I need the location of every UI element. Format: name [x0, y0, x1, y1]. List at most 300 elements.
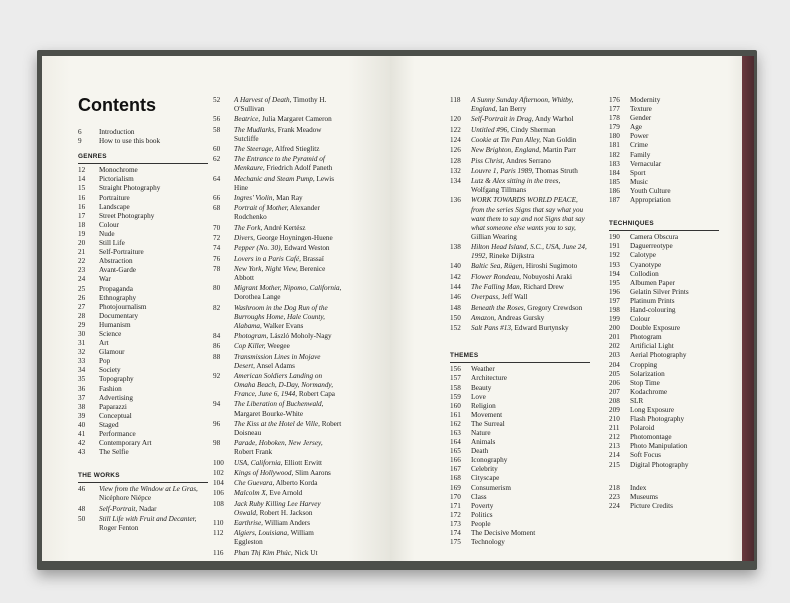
photographer-name: André Kertész: [262, 223, 306, 232]
theme-entry: [450, 511, 590, 520]
page-number: 140: [450, 262, 461, 271]
entry-title: Politics: [471, 510, 493, 519]
page-number: 148: [450, 303, 461, 312]
work-title: Photogram,: [234, 332, 269, 341]
page-number: 167: [450, 465, 461, 474]
photographer-name: Brassaï: [300, 254, 324, 263]
page-number: 214: [609, 451, 620, 460]
work-title: Piss Christ,: [471, 156, 505, 165]
entry-title: Nude: [99, 229, 115, 238]
page-number: 166: [450, 456, 461, 465]
work-entry: [450, 157, 590, 166]
technique-entry: [609, 351, 719, 360]
work-title: New Brighton, England,: [471, 146, 541, 155]
photographer-name: Julia Margaret Cameron: [260, 115, 332, 124]
theme-entry: [609, 160, 719, 169]
genre-entry: [78, 357, 208, 366]
work-entry: [78, 505, 208, 514]
themes-list-continued: [609, 96, 719, 205]
photographer-name: Edward Burtynsky: [512, 324, 569, 333]
page-number: 186: [609, 186, 620, 195]
page-number: 184: [609, 168, 620, 177]
theme-entry: [450, 529, 590, 538]
photographer-name: Andreas Gursky: [495, 313, 545, 322]
entry-title: Humanism: [99, 320, 131, 329]
work-title-and-photographer: [471, 324, 590, 333]
work-title: Self-Portrait in Drag,: [471, 115, 534, 124]
page-number: 26: [78, 293, 86, 302]
page-number: 66: [213, 194, 221, 203]
entry-title: The Surreal: [471, 419, 505, 428]
technique-entry: [609, 388, 719, 397]
page-number: 60: [213, 145, 221, 154]
work-title-and-photographer: [471, 126, 590, 135]
page-number: 170: [450, 492, 461, 501]
technique-entry: [609, 406, 719, 415]
work-title-and-photographer: [471, 243, 590, 261]
entry-title: Society: [99, 366, 121, 375]
photographer-name: Dorothea Lange: [234, 293, 281, 302]
page-number: 21: [78, 248, 86, 257]
work-title-and-photographer: [234, 353, 343, 371]
work-entry: [450, 283, 590, 292]
work-title: Algiers, Louisiana,: [234, 529, 289, 538]
entry-title: Gelatin Silver Prints: [630, 287, 689, 296]
genre-entry: [78, 330, 208, 339]
work-title-and-photographer: [234, 529, 343, 547]
genre-entry: [78, 403, 208, 412]
entry-title: Religion: [471, 401, 496, 410]
page-number: 126: [450, 146, 461, 155]
technique-entry: [609, 315, 719, 324]
entry-title: War: [99, 275, 111, 284]
genres-heading: GENRES: [78, 152, 208, 164]
entry-title: Class: [471, 492, 487, 501]
work-entry: [213, 500, 343, 518]
work-entry: [213, 479, 343, 488]
work-title-and-photographer: [234, 519, 343, 528]
genre-entry: [78, 448, 208, 457]
work-entry: [450, 136, 590, 145]
work-title-and-photographer: [234, 255, 343, 264]
work-title: Salt Pans #13,: [471, 324, 513, 333]
entry-title: Love: [471, 392, 486, 401]
genre-entry: [78, 184, 208, 193]
entry-title: Photojournalism: [99, 302, 147, 311]
photographer-name: Wolfgang Tillmans: [471, 186, 527, 195]
entry-title: Consumerism: [471, 483, 511, 492]
work-title-and-photographer: [471, 273, 590, 282]
technique-entry: [609, 288, 719, 297]
technique-entry: [609, 461, 719, 470]
page-number: 102: [213, 468, 224, 477]
genre-entry: [78, 166, 208, 175]
work-title: Hilton Head Island, S.C., USA, June 24, 1992,: [471, 243, 587, 261]
technique-entry: [609, 297, 719, 306]
work-title-and-photographer: [234, 439, 343, 457]
page-number: 19: [78, 229, 86, 238]
photographer-name: Ansel Adams: [254, 361, 295, 370]
entry-title: SLR: [630, 396, 644, 405]
page-number: 187: [609, 196, 620, 205]
work-entry: [213, 332, 343, 341]
photographer-name: Berenice Abbott: [234, 264, 326, 282]
page-number: 39: [78, 411, 86, 420]
entry-title: Ethnography: [99, 293, 137, 302]
page-number: 164: [450, 438, 461, 447]
entry-title: Crime: [630, 141, 648, 150]
work-entry: [78, 485, 208, 503]
work-title-and-photographer: [471, 157, 590, 166]
entry-title: Daguerreotype: [630, 242, 673, 251]
entry-title: Avant-Garde: [99, 266, 136, 275]
work-title-and-photographer: [234, 500, 343, 518]
genre-entry: [78, 366, 208, 375]
genre-entry: [78, 275, 208, 284]
technique-entry: [609, 397, 719, 406]
work-title-and-photographer: [471, 96, 590, 114]
theme-entry: [609, 196, 719, 205]
entry-title: Art: [99, 339, 109, 348]
page-number: 28: [78, 311, 86, 320]
photographer-name: Lewis Hine: [234, 174, 335, 192]
work-title-and-photographer: [471, 262, 590, 271]
entry-title: Kodachrome: [630, 387, 668, 396]
page-number: 175: [450, 538, 461, 547]
work-entry: [450, 167, 590, 176]
theme-entry: [450, 484, 590, 493]
technique-entry: [609, 306, 719, 315]
photographer-name: Timothy H. O'Sullivan: [234, 96, 327, 114]
page-number: 17: [78, 211, 86, 220]
theme-entry: [450, 493, 590, 502]
page-number: 171: [450, 501, 461, 510]
work-title-and-photographer: [471, 167, 590, 176]
page-number: 177: [609, 105, 620, 114]
work-title: Migrant Mother, Nipomo, California,: [234, 284, 342, 293]
work-entry: [213, 126, 343, 144]
work-entry: [450, 314, 590, 323]
work-title-and-photographer: [234, 155, 343, 173]
page-number: 207: [609, 387, 620, 396]
page-number: 78: [213, 264, 221, 273]
work-title-and-photographer: [234, 459, 343, 468]
back-matter-entry: [609, 484, 719, 493]
work-title-and-photographer: [234, 420, 343, 438]
entry-title: Picture Credits: [630, 501, 673, 510]
page-number: 42: [78, 439, 86, 448]
work-title: Malcolm X,: [234, 489, 268, 498]
page-number: 106: [213, 489, 224, 498]
theme-entry: [450, 438, 590, 447]
work-title-and-photographer: [234, 126, 343, 144]
photographer-name: Eve Arnold: [267, 489, 303, 498]
genre-entry: [78, 257, 208, 266]
entry-title: Cyanotype: [630, 260, 662, 269]
page-number: 198: [609, 305, 620, 314]
work-title-and-photographer: [234, 469, 343, 478]
genre-entry: [78, 294, 208, 303]
technique-entry: [609, 442, 719, 451]
work-title: Beatrice,: [234, 115, 261, 124]
page-number: 203: [609, 351, 620, 360]
works-heading: THE WORKS: [78, 471, 208, 483]
photographer-name: Alexander Rodchenko: [234, 204, 320, 222]
work-entry: [213, 489, 343, 498]
page-number: 176: [609, 96, 620, 104]
entry-title: Colour: [99, 220, 119, 229]
technique-entry: [609, 342, 719, 351]
page-number: 100: [213, 458, 224, 467]
photographer-name: László Moholy-Nagy: [268, 332, 332, 341]
work-entry: [213, 234, 343, 243]
page-number: 110: [213, 519, 224, 528]
entry-title: How to use this book: [99, 137, 161, 146]
work-title-and-photographer: [234, 332, 343, 341]
page-number: 159: [450, 392, 461, 401]
photographer-name: Friedrich Adolf Paneth: [264, 164, 333, 173]
technique-entry: [609, 333, 719, 342]
page-number: 92: [213, 372, 221, 380]
entry-title: Propaganda: [99, 284, 133, 293]
work-title: Kings of Hollywood,: [234, 468, 294, 477]
page-number: 163: [450, 429, 461, 437]
entry-title: Performance: [99, 430, 136, 438]
back-matter-entry: [609, 493, 719, 502]
photographer-name: Nan Goldin: [540, 135, 577, 144]
page-number: 23: [78, 266, 86, 275]
entry-title: Double Exposure: [630, 324, 681, 333]
theme-entry: [450, 429, 590, 438]
genre-entry: [78, 239, 208, 248]
page-number: 31: [78, 339, 86, 348]
page-number: 157: [450, 374, 461, 383]
page-number: 104: [213, 479, 224, 488]
genre-entry: [78, 221, 208, 230]
entry-title: Albumen Paper: [630, 278, 675, 287]
work-title: Beneath the Roses,: [471, 303, 526, 312]
photographer-name: Weegee: [265, 342, 290, 351]
technique-entry: [609, 424, 719, 433]
theme-entry: [450, 384, 590, 393]
work-entry: [213, 145, 343, 154]
work-title: Lutz & Alex sitting in the trees,: [471, 177, 561, 186]
work-title: Che Guevara,: [234, 479, 275, 488]
photographer-name: Nicéphore Niépce: [99, 494, 152, 503]
technique-entry: [609, 242, 719, 251]
entry-title: Soft Focus: [630, 451, 661, 460]
work-title-and-photographer: [471, 146, 590, 155]
page-number: 46: [78, 485, 86, 494]
photographer-name: Martin Parr: [540, 146, 577, 155]
entry-title: Abstraction: [99, 257, 133, 266]
entry-title: Collodion: [630, 269, 659, 278]
entry-title: Photo Manipulation: [630, 442, 688, 451]
work-title-and-photographer: [234, 549, 343, 558]
entry-title: Solarization: [630, 369, 665, 378]
entry-title: Aerial Photography: [630, 351, 687, 360]
work-entry: [213, 155, 343, 173]
work-entry: [78, 515, 208, 533]
page-number: 146: [450, 293, 461, 302]
entry-title: Music: [630, 177, 648, 186]
genre-entry: [78, 339, 208, 348]
page-number: 223: [609, 492, 620, 501]
photographer-name: George Hoyningen-Huene: [254, 234, 333, 242]
page-number: 120: [450, 115, 461, 124]
entry-title: The Selfie: [99, 448, 129, 457]
page-number: 62: [213, 155, 221, 164]
photographer-name: Robert H. Jackson: [257, 508, 313, 517]
theme-entry: [609, 169, 719, 178]
photographer-name: Alberto Korda: [274, 479, 318, 488]
work-entry: [450, 196, 590, 241]
photographer-name: William Eggleston: [234, 529, 314, 547]
work-title-and-photographer: [234, 204, 343, 222]
toc-column-3: [450, 96, 590, 547]
photographer-name: Thomas Struth: [533, 166, 578, 175]
technique-entry: [609, 279, 719, 288]
genre-entry: [78, 175, 208, 184]
work-title: Ingres' Violin,: [234, 194, 275, 203]
entry-title: Flash Photography: [630, 415, 685, 424]
page-number: 52: [213, 96, 221, 104]
entry-title: Nature: [471, 429, 491, 437]
work-title-and-photographer: [234, 224, 343, 233]
works-list-part-3: [450, 96, 590, 333]
theme-entry: [450, 365, 590, 374]
work-title-and-photographer: [234, 96, 343, 114]
work-title-and-photographer: [234, 304, 343, 331]
work-title: Jack Ruby Killing Lee Harvey Oswald,: [234, 499, 321, 517]
photographer-name: Richard Drew: [521, 283, 564, 292]
work-title: Transmission Lines in Mojave Desert,: [234, 352, 321, 370]
work-entry: [213, 244, 343, 253]
entry-title: Celebrity: [471, 465, 498, 474]
work-title-and-photographer: [471, 283, 590, 292]
work-title: Divers,: [234, 234, 255, 242]
genre-entry: [78, 348, 208, 357]
work-title: A Sunny Sunday Afternoon, Whitby, England,: [471, 96, 574, 114]
entry-title: Platinum Prints: [630, 296, 675, 305]
theme-entry: [450, 538, 590, 547]
page-number: 40: [78, 420, 86, 429]
work-entry: [450, 293, 590, 302]
page-number: 185: [609, 177, 620, 186]
works-list-part-1: [78, 485, 208, 533]
work-entry: [450, 96, 590, 114]
entry-title: People: [471, 519, 491, 528]
page-number: 134: [450, 177, 461, 186]
entry-title: Contemporary Art: [99, 439, 152, 448]
entry-title: Documentary: [99, 311, 139, 320]
theme-entry: [450, 447, 590, 456]
genre-entry: [78, 439, 208, 448]
page-number: 14: [78, 175, 86, 184]
toc-column-4: [609, 96, 719, 511]
genre-entry: [78, 385, 208, 394]
technique-entry: [609, 451, 719, 460]
work-entry: [213, 519, 343, 528]
entry-title: Calotype: [630, 251, 656, 260]
entry-title: Cropping: [630, 360, 658, 369]
work-title: Portrait of Mother,: [234, 204, 289, 213]
entry-title: Youth Culture: [630, 186, 671, 195]
photographer-name: Man Ray: [274, 194, 303, 203]
entry-title: Family: [630, 150, 651, 159]
page-number: 218: [609, 483, 620, 492]
work-title: American Soldiers Landing on Omaha Beach, D-Day, Normandy, France, June 6, 1944,: [234, 372, 334, 399]
work-title-and-photographer: [234, 145, 343, 154]
page-number: 122: [450, 125, 461, 134]
photographer-name: Gillian Wearing: [471, 232, 517, 241]
page-number: 124: [450, 135, 461, 144]
theme-entry: [450, 465, 590, 474]
theme-entry: [450, 411, 590, 420]
page-number: 169: [450, 483, 461, 492]
work-title: The Entrance to the Pyramid of Menkaure,: [234, 155, 325, 173]
photographer-name: William Anders: [262, 519, 311, 528]
toc-column-1: [78, 128, 208, 534]
page-number: 112: [213, 529, 224, 538]
theme-entry: [450, 402, 590, 411]
work-title-and-photographer: [471, 136, 590, 145]
entry-title: Landscape: [99, 202, 130, 211]
entry-title: Long Exposure: [630, 406, 675, 414]
page-number: 35: [78, 375, 86, 384]
technique-entry: [609, 270, 719, 279]
theme-entry: [609, 132, 719, 141]
entry-title: Photogram: [630, 333, 662, 342]
page-number: 173: [450, 519, 461, 528]
work-title: Flower Rondeau,: [471, 272, 521, 281]
entry-title: Camera Obscura: [630, 233, 679, 242]
entry-title: Museums: [630, 492, 658, 501]
page-number: 32: [78, 348, 86, 357]
work-title-and-photographer: [471, 304, 590, 313]
genre-entry: [78, 412, 208, 421]
work-entry: [213, 400, 343, 418]
photographer-name: Rineke Dijkstra: [487, 252, 535, 261]
work-title: Earthrise,: [234, 519, 263, 528]
work-title: The Falling Man,: [471, 283, 522, 292]
work-entry: [213, 342, 343, 351]
work-entry: [213, 265, 343, 283]
entry-title: Street Photography: [99, 211, 155, 220]
genre-entry: [78, 230, 208, 239]
photographer-name: Roger Fenton: [99, 524, 139, 533]
work-title-and-photographer: [234, 244, 343, 253]
page-number: 193: [609, 260, 620, 269]
photographer-name: Elliott Erwitt: [282, 458, 323, 467]
photographer-name: Walker Evans: [261, 321, 304, 330]
work-entry: [213, 420, 343, 438]
work-entry: [450, 146, 590, 155]
page-number: 161: [450, 410, 461, 419]
work-title-and-photographer: [234, 115, 343, 124]
photographer-name: Ian Berry: [497, 105, 527, 114]
theme-entry: [450, 502, 590, 511]
page-number: 27: [78, 302, 86, 311]
page-number: 192: [609, 251, 620, 260]
genre-entry: [78, 375, 208, 384]
page-number: 190: [609, 233, 620, 242]
entry-title: Glamour: [99, 348, 125, 357]
page-number: 182: [609, 150, 620, 159]
entry-title: Paparazzi: [99, 402, 127, 411]
work-entry: [213, 96, 343, 114]
page-number: 128: [450, 156, 461, 165]
